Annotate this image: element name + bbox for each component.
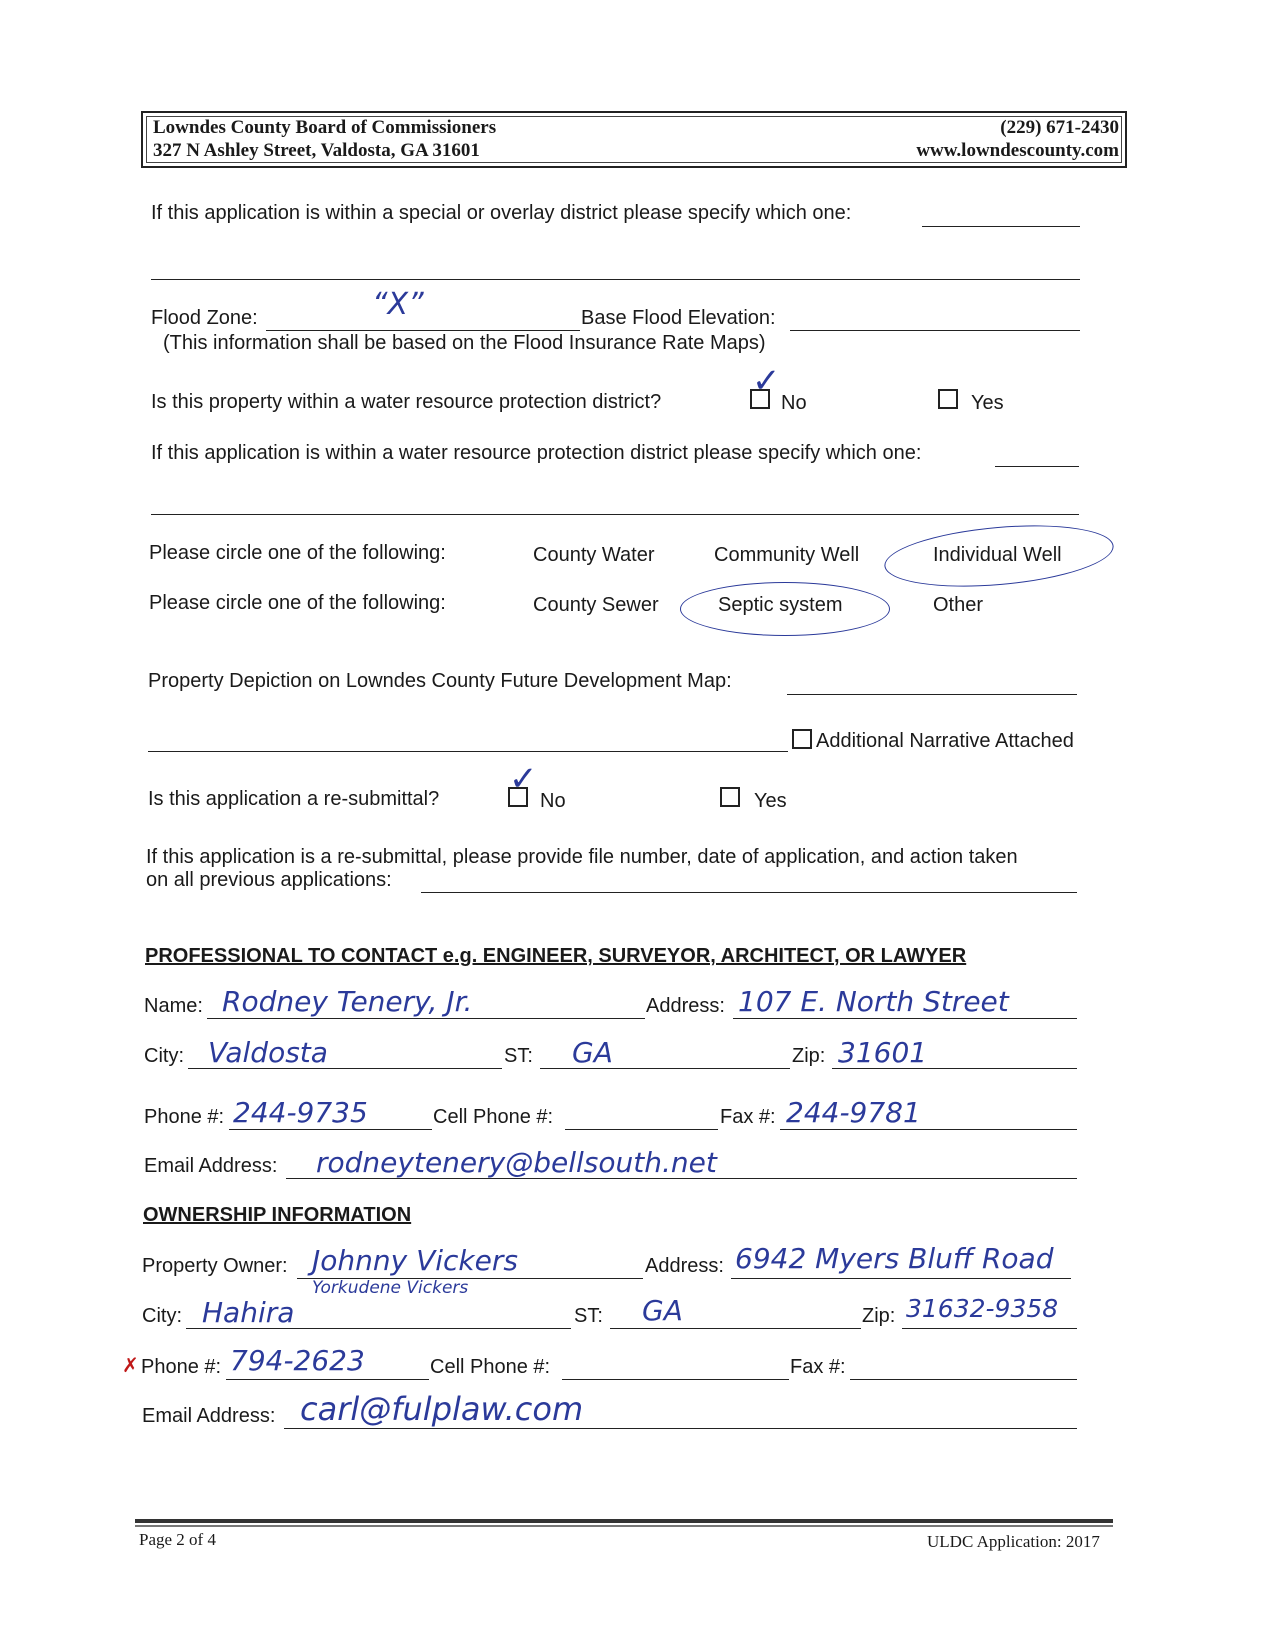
professional-phone-label: Phone #: (144, 1106, 225, 1128)
owner-zip-value: 31632-9358 (906, 1294, 1059, 1323)
sewer-label: Please circle one of the following: (149, 592, 446, 614)
owner-email-field[interactable] (284, 1428, 1077, 1429)
owner-email-label: Email Address: (142, 1405, 276, 1427)
org-name: Lowndes County Board of Commissioners (153, 117, 497, 138)
professional-st-label: ST: (504, 1045, 533, 1067)
owner-address-value: 6942 Myers Bluff Road (735, 1242, 1054, 1275)
flood-zone-value: “X” (372, 287, 424, 322)
flood-zone-label: Flood Zone: (151, 307, 258, 329)
professional-fax-field[interactable] (780, 1129, 1077, 1130)
professional-cell-field[interactable] (565, 1129, 718, 1130)
professional-address-value: 107 E. North Street (738, 985, 1009, 1018)
owner-name-label: Property Owner: (142, 1255, 288, 1277)
water-district-specify-label: If this application is within a water resource protection district please specify which one: (151, 442, 922, 464)
owner-cell-field[interactable] (562, 1379, 789, 1380)
owner-address-field[interactable] (731, 1278, 1071, 1279)
footer-rule-thin (135, 1525, 1113, 1527)
professional-phone-field[interactable] (229, 1129, 432, 1130)
owner-name-value: Johnny Vickers (312, 1244, 518, 1277)
owner-address-label: Address: (645, 1255, 724, 1277)
additional-narrative-checkbox[interactable] (792, 729, 812, 749)
flood-note: (This information shall be based on the Flood Insurance Rate Maps) (163, 332, 766, 354)
professional-fax-label: Fax #: (720, 1106, 776, 1128)
check-mark-icon: ✓ (509, 760, 538, 798)
water-district-no-label: No (781, 392, 807, 414)
professional-fax-value: 244-9781 (786, 1096, 921, 1129)
owner-city-label: City: (142, 1305, 182, 1327)
professional-city-value: Valdosta (208, 1036, 328, 1069)
water-district-yes-checkbox[interactable] (938, 389, 958, 409)
base-flood-elevation-label: Base Flood Elevation: (581, 307, 776, 329)
ownership-heading: OWNERSHIP INFORMATION (143, 1204, 412, 1226)
water-district-yes-label: Yes (971, 392, 1004, 414)
professional-city-label: City: (144, 1045, 184, 1067)
option-other[interactable]: Other (933, 594, 984, 616)
org-phone: (229) 671-2430 (1000, 117, 1119, 138)
professional-heading: PROFESSIONAL TO CONTACT e.g. ENGINEER, SURVEYOR, ARCHITECT, OR LAWYER (145, 945, 967, 967)
option-county-sewer[interactable]: County Sewer (533, 594, 659, 616)
resubmittal-no-label: No (540, 790, 566, 812)
footer-rule (135, 1519, 1113, 1523)
owner-phone-value: 794-2623 (230, 1344, 365, 1377)
professional-email-label: Email Address: (144, 1155, 278, 1177)
page-number: Page 2 of 4 (139, 1530, 216, 1549)
overlay-district-field-line2[interactable] (151, 279, 1080, 280)
owner-st-field[interactable] (610, 1328, 861, 1329)
option-individual-well[interactable]: Individual Well (933, 544, 1062, 566)
resubmittal-details-field[interactable] (421, 892, 1077, 893)
professional-st-value: GA (572, 1036, 613, 1069)
selection-circle (680, 582, 890, 636)
resubmittal-yes-label: Yes (754, 790, 787, 812)
future-map-label: Property Depiction on Lowndes County Future Development Map: (148, 670, 732, 692)
water-district-specify-field[interactable] (995, 466, 1079, 467)
option-community-well[interactable]: Community Well (714, 544, 860, 566)
form-version: ULDC Application: 2017 (927, 1532, 1100, 1551)
option-county-water[interactable]: County Water (533, 544, 655, 566)
option-septic-system[interactable]: Septic system (718, 594, 843, 616)
org-address: 327 N Ashley Street, Valdosta, GA 31601 (153, 140, 480, 161)
resubmittal-question: Is this application a re-submittal? (148, 788, 440, 810)
owner-fax-label: Fax #: (790, 1356, 846, 1378)
water-district-specify-field-line2[interactable] (151, 514, 1079, 515)
overlay-district-field[interactable] (922, 226, 1080, 227)
professional-address-label: Address: (646, 995, 725, 1017)
professional-cell-label: Cell Phone #: (433, 1106, 554, 1128)
professional-name-label: Name: (144, 995, 203, 1017)
professional-address-field[interactable] (733, 1018, 1077, 1019)
owner-zip-label: Zip: (862, 1305, 896, 1327)
resubmittal-details-label: If this application is a re-submittal, please provide file number, date of application, and action taken (146, 846, 1018, 868)
professional-zip-label: Zip: (792, 1045, 826, 1067)
professional-phone-value: 244-9735 (233, 1096, 368, 1129)
professional-name-field[interactable] (207, 1018, 645, 1019)
owner-email-value: carl@fulplaw.com (300, 1390, 584, 1428)
owner-st-label: ST: (574, 1305, 603, 1327)
overlay-district-label: If this application is within a special or overlay district please specify which one: (151, 202, 852, 224)
professional-name-value: Rodney Tenery, Jr. (222, 985, 473, 1018)
owner-st-value: GA (642, 1294, 683, 1327)
selection-circle (882, 517, 1116, 595)
owner-phone-label: Phone #: (141, 1356, 222, 1378)
letterhead-box (141, 111, 1127, 168)
org-website: www.lowndescounty.com (916, 140, 1119, 161)
flood-zone-field[interactable] (266, 330, 580, 331)
additional-narrative-label: Additional Narrative Attached (816, 730, 1074, 752)
professional-zip-value: 31601 (838, 1036, 928, 1069)
resubmittal-yes-checkbox[interactable] (720, 787, 740, 807)
future-map-field[interactable] (787, 694, 1077, 695)
water-source-label: Please circle one of the following: (149, 542, 446, 564)
base-flood-elevation-field[interactable] (790, 330, 1080, 331)
owner-city-value: Hahira (202, 1296, 295, 1329)
owner-name-second-value: Yorkudene Vickers (312, 1278, 469, 1298)
resubmittal-details-label-line2: on all previous applications: (146, 869, 392, 891)
water-district-question: Is this property within a water resource protection district? (151, 391, 662, 413)
future-map-field-line2[interactable] (148, 751, 788, 752)
margin-mark: ✗ (122, 1353, 139, 1377)
professional-email-value: rodneytenery@bellsouth.net (316, 1146, 717, 1179)
owner-zip-field[interactable] (902, 1328, 1077, 1329)
owner-cell-label: Cell Phone #: (430, 1356, 551, 1378)
owner-fax-field[interactable] (850, 1379, 1077, 1380)
owner-phone-field[interactable] (226, 1379, 429, 1380)
check-mark-icon: ✓ (752, 362, 781, 400)
